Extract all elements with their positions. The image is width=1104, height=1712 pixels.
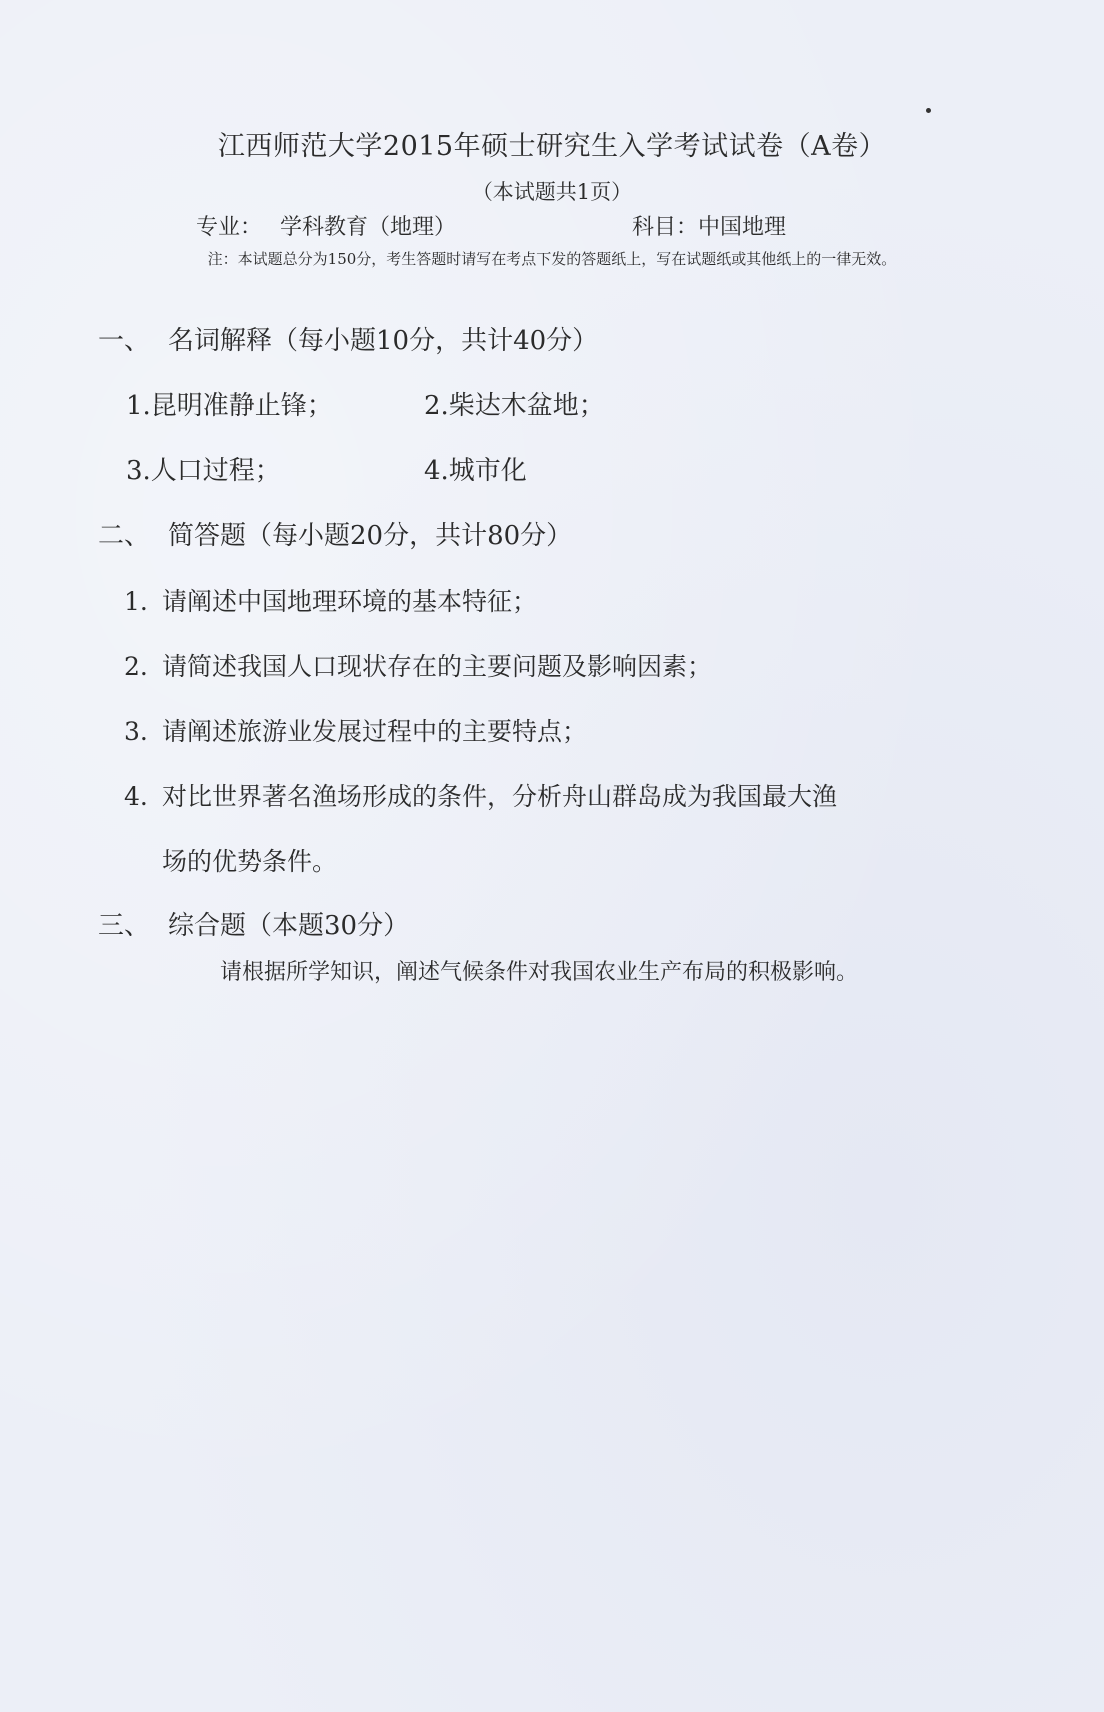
composite-question-text: 请根据所学知识，阐述气候条件对我国农业生产布局的积极影响。 (220, 960, 859, 985)
question-3 (124, 712, 587, 748)
section-3-heading (98, 905, 409, 942)
term-item-2: 2.柴达木盆地； (424, 391, 605, 421)
section-1-number: 一、 (98, 326, 151, 356)
exam-instructions: 注：本试题总分为150分，考生答题时请写在考点下发的答题纸上，写在试题纸或其他纸上的一律无效。 (207, 250, 897, 268)
section-2-title: 简答题（每小题20分，共计80分） (168, 521, 573, 551)
section-3-title: 综合题（本题30分） (168, 911, 410, 941)
term-item-3: 3.人口过程； (126, 456, 281, 486)
question-4-continuation: 场的优势条件。 (162, 847, 338, 876)
term-item-1: 1.昆明准静止锋； (126, 391, 333, 421)
question-2-number: 2. (124, 652, 148, 681)
question-1-text: 请阐述中国地理环境的基本特征； (162, 587, 538, 616)
major-line (196, 210, 456, 241)
question-4 (124, 777, 837, 813)
question-1-number: 1. (124, 587, 148, 616)
question-3-text: 请阐述旅游业发展过程中的主要特点； (162, 717, 588, 746)
section-2-number: 二、 (98, 521, 151, 551)
ink-dot (926, 108, 931, 113)
major-label: 专业： (196, 215, 263, 240)
page-count-note: （本试题共1页） (471, 180, 633, 204)
exam-title: 江西师范大学2015年硕士研究生入学考试试卷（A卷） (217, 131, 887, 162)
subject-value: 中国地理 (698, 215, 787, 240)
question-4-text: 对比世界著名渔场形成的条件，分析舟山群岛成为我国最大渔 (162, 782, 838, 811)
subject-line (632, 210, 786, 241)
section-1-title: 名词解释（每小题10分，共计40分） (168, 326, 599, 356)
question-4-number: 4. (124, 782, 148, 811)
section-3-number: 三、 (98, 911, 151, 941)
major-value: 学科教育（地理） (280, 215, 457, 240)
term-item-4: 4.城市化 (424, 456, 527, 486)
question-1 (124, 582, 537, 618)
section-2-heading (98, 515, 572, 552)
question-2 (124, 647, 712, 683)
section-1-heading (98, 320, 598, 357)
question-3-number: 3. (124, 717, 148, 746)
question-2-text: 请简述我国人口现状存在的主要问题及影响因素； (162, 652, 713, 681)
subject-label: 科目： (632, 215, 699, 240)
